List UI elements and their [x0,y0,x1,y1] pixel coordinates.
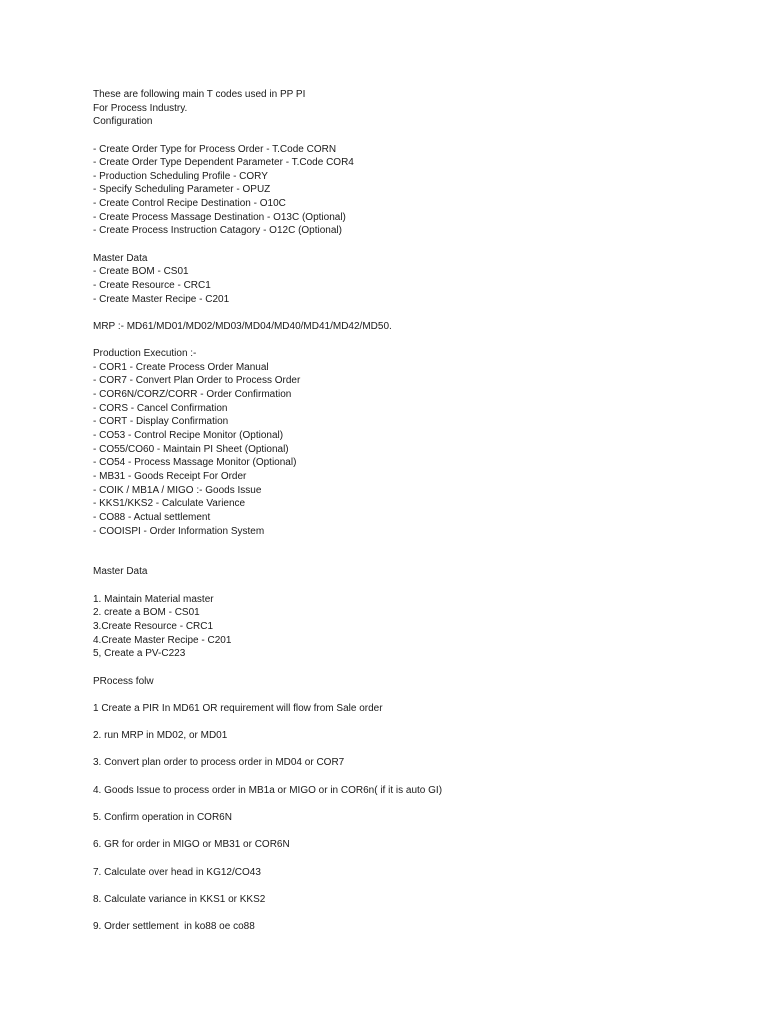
process-flow-step: 1 Create a PIR In MD61 OR requirement will flow from Sale order [93,702,383,714]
spacer [93,538,733,552]
process-flow-step: 6. GR for order in MIGO or MB31 or COR6N [93,839,290,851]
configuration-heading: Configuration [93,116,153,128]
production-execution-item: - CO55/CO60 - Maintain PI Sheet (Optional) [93,443,289,455]
production-execution-item: - MB31 - Goods Receipt For Order [93,470,247,482]
spacer [93,238,733,252]
process-flow-step: 2. run MRP in MD02, or MD01 [93,730,228,742]
master-data-step: 3.Create Resource - CRC1 [93,620,214,632]
spacer [93,552,733,566]
spacer [93,797,733,811]
master-data-heading: Master Data [93,252,148,264]
master-data-step: 2. create a BOM - CS01 [93,607,200,619]
production-execution-item: - CORS - Cancel Confirmation [93,402,228,414]
master-data-item: - Create BOM - CS01 [93,266,189,278]
master-data-item: - Create Master Recipe - C201 [93,293,230,305]
config-item: - Create Order Type for Process Order - T.Code CORN [93,143,337,155]
spacer [93,334,733,348]
process-flow-step: 4. Goods Issue to process order in MB1a or MIGO or in COR6n( if it is auto GI) [93,784,443,796]
spacer [93,825,733,839]
spacer [93,743,733,757]
production-execution-item: - COR7 - Convert Plan Order to Process Order [93,375,301,387]
master-data-step: 5, Create a PV-C223 [93,648,186,660]
intro-line-2: For Process Industry. [93,102,188,114]
master-data-item: - Create Resource - CRC1 [93,279,211,291]
production-execution-item: - KKS1/KKS2 - Calculate Varience [93,498,246,510]
mrp-line: MRP :- MD61/MD01/MD02/MD03/MD04/MD40/MD41/MD42/MD50. [93,320,392,332]
production-execution-item: - CORT - Display Confirmation [93,416,229,428]
spacer [93,129,733,143]
process-flow-step: 7. Calculate over head in KG12/CO43 [93,866,261,878]
spacer [93,715,733,729]
process-flow-heading: PRocess folw [93,675,154,687]
spacer [93,661,733,675]
config-item: - Specify Scheduling Parameter - OPUZ [93,184,271,196]
master-data-step: 1. Maintain Material master [93,593,214,605]
config-item: - Create Order Type Dependent Parameter - T.Code COR4 [93,157,354,169]
production-execution-item: - CO53 - Control Recipe Monitor (Optional) [93,430,284,442]
spacer [93,906,733,920]
config-item: - Create Control Recipe Destination - O10C [93,198,286,210]
config-item: - Production Scheduling Profile - CORY [93,170,268,182]
intro-line-1: These are following main T codes used in PP PI [93,89,306,100]
production-execution-item: - CO88 - Actual settlement [93,511,211,523]
spacer [93,770,733,784]
document-page [93,88,733,934]
spacer [93,579,733,593]
production-execution-heading: Production Execution :- [93,348,197,360]
production-execution-item: - COR6N/CORZ/CORR - Order Confirmation [93,389,292,401]
master-data-step: 4.Create Master Recipe - C201 [93,634,232,646]
process-flow-step: 5. Confirm operation in COR6N [93,811,232,823]
production-execution-item: - CO54 - Process Massage Monitor (Optional) [93,457,297,469]
spacer [93,306,733,320]
master-data-heading-2: Master Data [93,566,148,578]
process-flow-step: 8. Calculate variance in KKS1 or KKS2 [93,893,266,905]
process-flow-step: 9. Order settlement in ko88 oe co88 [93,921,255,933]
spacer [93,852,733,866]
process-flow-step: 3. Convert plan order to process order in MD04 or COR7 [93,757,345,769]
spacer [93,879,733,893]
config-item: - Create Process Instruction Catagory - O12C (Optional) [93,225,342,237]
production-execution-item: - COIK / MB1A / MIGO :- Goods Issue [93,484,262,496]
spacer [93,688,733,702]
config-item: - Create Process Massage Destination - O13C (Optional) [93,211,346,223]
production-execution-item: - COR1 - Create Process Order Manual [93,361,269,373]
production-execution-item: - COOISPI - Order Information System [93,525,265,537]
